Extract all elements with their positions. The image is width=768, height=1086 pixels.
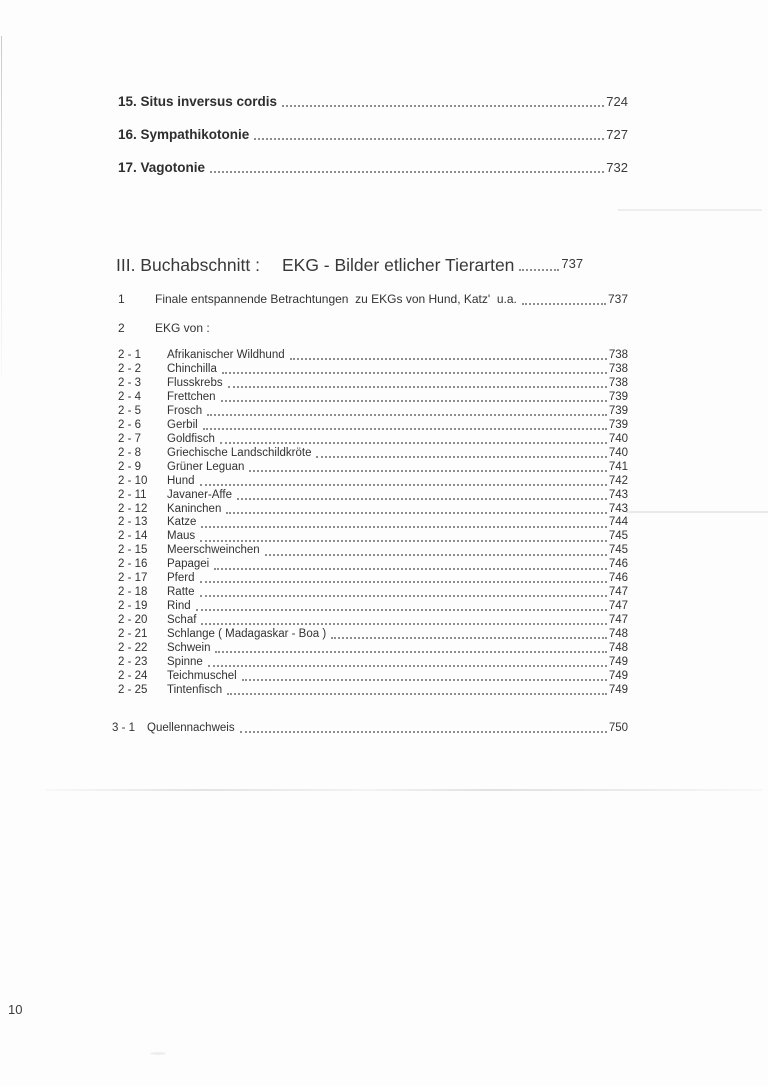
toc-entry	[118, 404, 628, 418]
dotted-leader	[242, 679, 607, 681]
toc-entry	[118, 488, 628, 502]
toc-entry-number: 2 - 8	[118, 446, 142, 459]
toc-entry-number: 2 - 23	[118, 655, 148, 668]
dotted-leader	[207, 414, 607, 416]
scan-artifact	[150, 1052, 166, 1055]
toc-entry-page-number: 740	[608, 432, 628, 445]
toc-entry-number: 2 - 5	[118, 404, 142, 417]
toc-entry	[118, 627, 628, 641]
dotted-leader	[519, 269, 559, 271]
dotted-leader	[222, 372, 607, 374]
scan-artifact	[626, 511, 768, 513]
toc-entry-number: 2 - 17	[118, 572, 148, 585]
toc-entry-label: Grüner Leguan	[167, 460, 245, 473]
toc-entry-number: 2 - 7	[118, 432, 142, 445]
toc-entry-label: Maus	[167, 530, 196, 543]
scan-artifact	[618, 209, 762, 211]
toc-entry-page-number: 732	[606, 160, 628, 175]
toc-entry-label: Hund	[167, 474, 195, 487]
toc-entry	[118, 94, 628, 109]
toc-entry-label: Schaf	[167, 614, 197, 627]
toc-entry-label: Afrikanischer Wildhund	[167, 349, 285, 362]
dotted-leader	[203, 428, 607, 430]
toc-entry-page-number: 724	[606, 94, 628, 109]
toc-entry-label: Griechische Landschildkröte	[167, 446, 312, 459]
section-page-number: 737	[561, 256, 584, 271]
toc-entry-number: 3 - 1	[112, 722, 136, 734]
toc-sub-section	[118, 292, 628, 350]
dotted-leader	[208, 665, 607, 667]
toc-entry-label: Frosch	[167, 404, 203, 417]
toc-entry-label: Kaninchen	[167, 502, 222, 515]
toc-entry	[112, 721, 628, 735]
toc-entry	[118, 655, 628, 669]
dotted-leader	[201, 623, 606, 625]
toc-entry-label: Chinchilla	[167, 363, 217, 376]
dotted-leader	[316, 456, 606, 458]
toc-entry-label: Schlange ( Madagaskar - Boa )	[167, 627, 327, 640]
toc-entry-page-number: 749	[608, 669, 628, 682]
toc-entry-label: Javaner-Affe	[167, 488, 232, 501]
dotted-leader	[214, 568, 607, 570]
dotted-leader	[331, 637, 607, 639]
section-number: III. Buchabschnitt :	[116, 255, 260, 275]
toc-final-section	[112, 721, 628, 735]
toc-entry-number: 2 - 3	[118, 377, 142, 390]
toc-entry	[118, 669, 628, 683]
toc-entry-number: 2 - 16	[118, 558, 148, 571]
dotted-leader	[200, 595, 607, 597]
section-title: EKG - Bilder etlicher Tierarten	[281, 255, 515, 275]
toc-entry-page-number: 740	[608, 446, 628, 459]
toc-entry-page-number: 738	[608, 363, 628, 376]
toc-entry-page-number: 746	[608, 572, 628, 585]
toc-entry	[118, 376, 628, 390]
dotted-leader	[196, 609, 607, 611]
toc-entry-label: Quellennachweis	[147, 722, 235, 734]
dotted-leader	[249, 470, 606, 472]
toc-entry-page-number: 747	[608, 600, 628, 613]
toc-entry-number: 2 - 11	[118, 488, 147, 501]
toc-entry	[118, 160, 628, 175]
toc-entry-page-number: 746	[608, 558, 628, 571]
dotted-leader	[282, 105, 604, 107]
dotted-leader	[220, 442, 607, 444]
toc-entry	[118, 349, 628, 363]
toc-entry-label: Gerbil	[167, 418, 198, 431]
toc-entry-number: 2 - 14	[118, 530, 148, 543]
toc-entry-page-number: 727	[606, 127, 628, 142]
toc-entry-page-number: 743	[608, 502, 628, 515]
toc-entry-label: Teichmuschel	[167, 669, 237, 682]
toc-entry-number: 2 - 25	[118, 683, 148, 696]
toc-entry-number: 2 - 10	[118, 474, 148, 487]
toc-entry-number: 2 - 1	[118, 349, 142, 362]
scan-artifact	[1, 36, 2, 376]
section-heading-row	[116, 254, 628, 275]
toc-entry-label: 15. Situs inversus cordis	[118, 94, 278, 109]
toc-entry-page-number: 749	[608, 683, 628, 696]
dotted-leader	[237, 498, 607, 500]
dotted-leader	[290, 358, 607, 360]
toc-entry-label: Meerschweinchen	[167, 544, 260, 557]
toc-entry-number: 2 - 9	[118, 460, 142, 473]
toc-entry-page-number: 744	[608, 516, 628, 529]
toc-entry-label: Schwein	[167, 641, 211, 654]
toc-entry-page-number: 745	[608, 530, 628, 543]
toc-entry	[118, 321, 628, 336]
toc-entry-number: 2 - 19	[118, 600, 148, 613]
toc-entry-page-number: 745	[608, 544, 628, 557]
toc-entry-label: Pferd	[167, 572, 195, 585]
toc-entry	[118, 641, 628, 655]
toc-entry-page-number: 738	[608, 349, 628, 362]
toc-entry-page-number: 739	[608, 391, 628, 404]
toc-entry	[118, 683, 628, 697]
toc-entry-number: 2 - 12	[118, 502, 148, 515]
toc-entry-label: Papagei	[167, 558, 210, 571]
dotted-leader	[228, 386, 607, 388]
toc-entry	[118, 292, 628, 307]
toc-entry-number: 2 - 21	[118, 627, 148, 640]
toc-entry	[118, 599, 628, 613]
toc-entry-number: 2 - 20	[118, 614, 148, 627]
toc-entry-page-number: 748	[608, 641, 628, 654]
toc-entry-label: EKG von :	[155, 321, 210, 335]
scan-artifact	[46, 789, 762, 791]
toc-entry-page-number: 737	[607, 292, 628, 306]
toc-entry	[118, 446, 628, 460]
toc-entry	[118, 362, 628, 376]
dotted-leader	[210, 171, 604, 173]
page-number-folio: 10	[8, 1002, 23, 1017]
dotted-leader	[522, 303, 606, 305]
toc-entry-number: 2	[118, 321, 125, 335]
toc-entry	[118, 613, 628, 627]
toc-entry	[118, 530, 628, 544]
toc-entry-page-number: 741	[608, 460, 628, 473]
toc-entry-page-number: 739	[608, 418, 628, 431]
toc-entry-page-number: 747	[608, 586, 628, 599]
dotted-leader	[215, 651, 606, 653]
toc-entry-label: 16. Sympathikotonie	[118, 127, 250, 142]
dotted-leader	[265, 554, 607, 556]
toc-entry-page-number: 743	[608, 488, 628, 501]
toc-entry	[118, 585, 628, 599]
toc-entry	[118, 432, 628, 446]
toc-entry-number: 2 - 6	[118, 418, 142, 431]
toc-entry	[118, 502, 628, 516]
dotted-leader	[200, 581, 607, 583]
toc-entry-number: 2 - 22	[118, 641, 148, 654]
toc-entry	[118, 516, 628, 530]
toc-entry-number: 2 - 24	[118, 669, 148, 682]
dotted-leader	[254, 138, 604, 140]
toc-entry-number: 2 - 2	[118, 363, 142, 376]
toc-entry-number: 2 - 4	[118, 391, 142, 404]
toc-entry-label: Frettchen	[167, 391, 216, 404]
toc-entry	[118, 474, 628, 488]
toc-entry-number: 2 - 18	[118, 586, 148, 599]
toc-entry	[118, 127, 628, 142]
toc-entry	[118, 418, 628, 432]
dotted-leader	[201, 526, 606, 528]
toc-entry	[118, 460, 628, 474]
dotted-leader	[226, 512, 606, 514]
toc-entry-number: 1	[118, 292, 125, 306]
toc-entry-page-number: 747	[608, 614, 628, 627]
toc-entry-page-number: 742	[608, 474, 628, 487]
toc-entry-label: 17. Vagotonie	[118, 160, 206, 175]
toc-animal-list	[118, 349, 628, 697]
toc-entry-page-number: 738	[608, 377, 628, 390]
dotted-leader	[227, 693, 607, 695]
toc-entry-number: 2 - 15	[118, 544, 148, 557]
toc-entry-number: 2 - 13	[118, 516, 148, 529]
toc-entry-label: Finale entspannende Betrachtungen zu EKGs von Hund, Katz' u.a.	[155, 292, 517, 306]
toc-entry-label: Ratte	[167, 586, 195, 599]
toc-entry-page-number: 749	[608, 655, 628, 668]
dotted-leader	[221, 400, 607, 402]
toc-entry-label: Goldfisch	[167, 432, 215, 445]
toc-entry	[118, 390, 628, 404]
toc-entry	[118, 544, 628, 558]
dotted-leader	[200, 484, 607, 486]
toc-entry	[118, 558, 628, 572]
toc-entry-label: Tintenfisch	[167, 683, 223, 696]
toc-entry-label: Katze	[167, 516, 197, 529]
toc-top-section	[118, 94, 628, 193]
toc-entry	[118, 572, 628, 586]
toc-entry-label: Flusskrebs	[167, 377, 223, 390]
toc-entry-page-number: 748	[608, 627, 628, 640]
toc-entry-label: Spinne	[167, 655, 203, 668]
toc-entry-label: Rind	[167, 600, 191, 613]
toc-entry-page-number: 750	[608, 722, 628, 734]
dotted-leader	[240, 731, 607, 733]
toc-entry-page-number: 739	[608, 404, 628, 417]
dotted-leader	[200, 540, 607, 542]
